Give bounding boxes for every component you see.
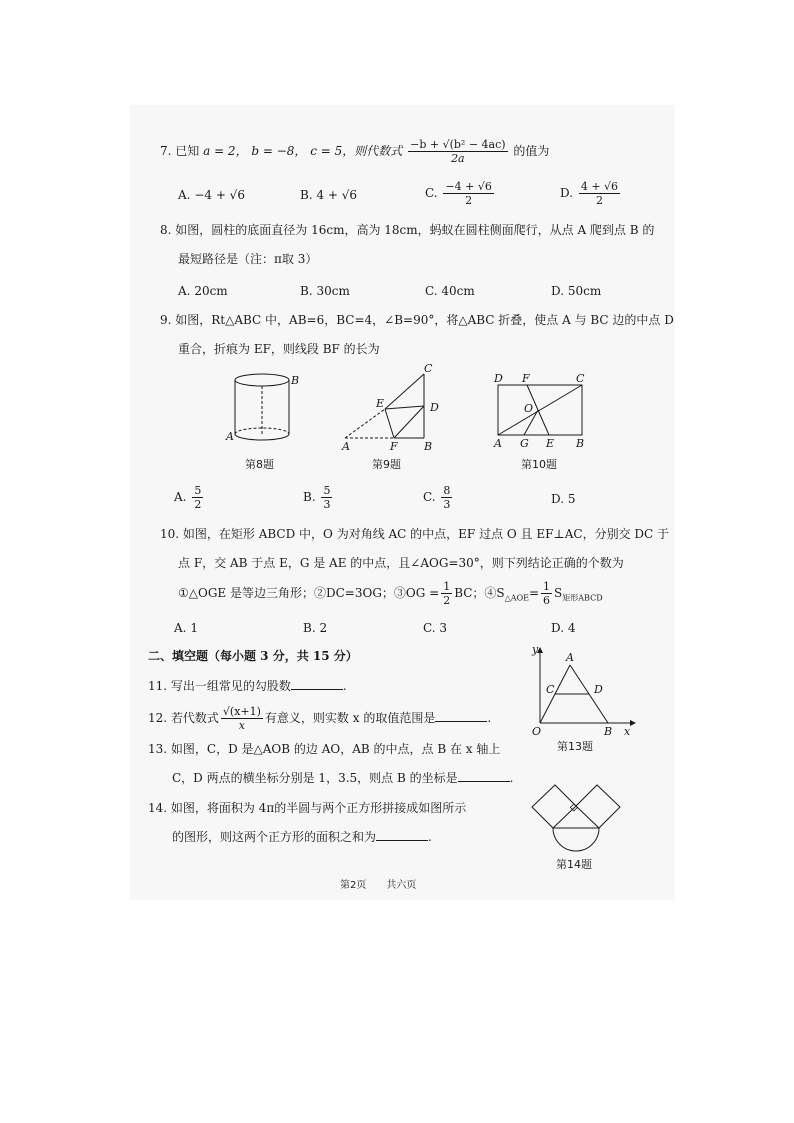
q7-option-a[interactable]: A. −4 + √6 bbox=[178, 188, 245, 202]
q11-answer-blank[interactable] bbox=[291, 677, 343, 690]
q9-option-c[interactable]: C. $\frac{8}{3}$ bbox=[423, 484, 451, 511]
figure-9-triangle bbox=[340, 362, 450, 452]
q8-option-b[interactable]: B. 30cm bbox=[300, 284, 350, 298]
figure-14-caption: 第14题 bbox=[556, 858, 592, 871]
q10-statements: ①△OGE 是等边三角形；②DC=3OG；③OG = $\frac{1}{2}$ BC；$④S_{\triangle AOE}=$ $\frac{1}{6}$ $S_{矩形ABCD}$ bbox=[178, 580, 603, 607]
q7-option-d[interactable]: D. $\frac{4 + √6}{2}$ bbox=[560, 180, 619, 207]
section-2-heading: 二、填空题（每小题 3 分，共 15 分） bbox=[148, 649, 358, 663]
q10-option-c[interactable]: C. 3 bbox=[423, 621, 448, 635]
q13-stem-line1: 13. 如图，C，D 是△AOB 的边 AO，AB 的中点，点 B 在 x 轴上 bbox=[148, 742, 501, 756]
q8-stem-line2: 最短路径是（注：π取 3） bbox=[178, 252, 318, 266]
fig13-label-y: y bbox=[532, 643, 539, 656]
fig9-label-e: E bbox=[376, 397, 385, 410]
fig9-label-d: D bbox=[430, 401, 439, 414]
fig10-label-d: D bbox=[494, 372, 503, 385]
q7-option-c[interactable]: C. $\frac{-4 + √6}{2}$ bbox=[425, 180, 492, 207]
figure-9-caption: 第9题 bbox=[372, 458, 401, 471]
fig10-label-e: E bbox=[546, 437, 555, 450]
q7-expr-denominator: 2a bbox=[451, 152, 465, 165]
fig13-label-b: B bbox=[604, 725, 613, 738]
figure-10-rectangle bbox=[492, 372, 592, 452]
q14-stem-line1: 14. 如图，将面积为 4π的半圆与两个正方形拼接成如图所示 bbox=[148, 801, 467, 815]
q7-option-b[interactable]: B. 4 + √6 bbox=[300, 188, 358, 202]
q13-answer-blank[interactable] bbox=[458, 769, 510, 782]
q9-stem-line1: 9. 如图，Rt△ABC 中，AB=6，BC=4，∠B=90°，将△ABC 折叠，使点 A 与 BC 边的中点 D bbox=[160, 313, 674, 327]
q10-option-a[interactable]: A. 1 bbox=[174, 621, 198, 635]
fig13-label-x: x bbox=[624, 725, 631, 738]
fig10-label-a: A bbox=[494, 437, 502, 450]
fig13-label-a: A bbox=[566, 651, 574, 664]
q9-option-d[interactable]: D. 5 bbox=[551, 492, 576, 506]
fig13-label-d: D bbox=[594, 683, 603, 696]
figure-13-caption: 第13题 bbox=[557, 740, 593, 753]
q10-option-d[interactable]: D. 4 bbox=[551, 621, 576, 635]
fig10-label-o: O bbox=[524, 402, 534, 415]
q9-option-a[interactable]: A. $\frac{5}{2}$ bbox=[174, 484, 202, 511]
figure-8-caption: 第8题 bbox=[245, 458, 274, 471]
fig10-label-f: F bbox=[522, 372, 530, 385]
q8-option-c[interactable]: C. 40cm bbox=[425, 284, 475, 298]
q13-stem-line2: C，D 两点的横坐标分别是 1，3.5，则点 B 的坐标是 . bbox=[172, 771, 514, 785]
q8-option-d[interactable]: D. 50cm bbox=[551, 284, 602, 298]
q11-stem: 11. 写出一组常见的勾股数 . bbox=[148, 679, 347, 693]
fig13-label-c: C bbox=[546, 683, 555, 696]
q14-stem-line2: 的图形，则这两个正方形的面积之和为 . bbox=[172, 830, 432, 844]
figure-10-caption: 第10题 bbox=[521, 458, 557, 471]
fig10-label-c: C bbox=[576, 372, 585, 385]
q9-option-b[interactable]: B. $\frac{5}{3}$ bbox=[303, 484, 331, 511]
fig8-label-b: B bbox=[291, 374, 300, 387]
q7-expr-numerator: −b + √(b² − 4ac) bbox=[410, 138, 506, 151]
q8-option-a[interactable]: A. 20cm bbox=[178, 284, 228, 298]
q8-stem-line1: 8. 如图，圆柱的底面直径为 16cm，高为 18cm，蚂蚁在圆柱侧面爬行，从点 A 爬到点 B 的 bbox=[160, 223, 655, 237]
q7-stem: 7. 已知 a = 2， b = −8， c = 5，则代数式 $\frac{\text{−b + √(b² − 4ac)}}{2a}$ 的值为 bbox=[160, 138, 550, 165]
q9-stem-line2: 重合，折痕为 EF，则线段 BF 的长为 bbox=[178, 342, 380, 356]
q12-stem: 12. 若代数式 $\frac{√(x+1)}{x}$ 有意义，则实数 x 的取值范围是 . bbox=[148, 705, 492, 732]
fig13-label-o: O bbox=[532, 725, 542, 738]
figure-8-cylinder bbox=[225, 368, 305, 458]
fig9-label-a: A bbox=[342, 440, 350, 453]
figure-13-coordinate bbox=[528, 643, 638, 738]
q10-stem-line1: 10. 如图，在矩形 ABCD 中，O 为对角线 AC 的中点，EF 过点 O 且 EF⊥AC，分别交 DC 于 bbox=[160, 527, 670, 541]
q10-option-b[interactable]: B. 2 bbox=[303, 621, 328, 635]
q12-answer-blank[interactable] bbox=[435, 709, 487, 722]
fig9-label-b: B bbox=[424, 440, 433, 453]
figure-14-squares-semicircle bbox=[522, 776, 632, 856]
fig9-label-f: F bbox=[390, 440, 398, 453]
q14-answer-blank[interactable] bbox=[376, 828, 428, 841]
fig9-label-c: C bbox=[424, 362, 433, 375]
fig10-label-g: G bbox=[520, 437, 529, 450]
fig10-label-b: B bbox=[576, 437, 585, 450]
page-footer: 第2页 共六页 bbox=[340, 880, 417, 891]
fig8-label-a: A bbox=[226, 430, 234, 443]
q10-stem-line2: 点 F，交 AB 于点 E，G 是 AE 的中点，且∠AOG=30°，则下列结论正确的个数为 bbox=[178, 556, 624, 570]
